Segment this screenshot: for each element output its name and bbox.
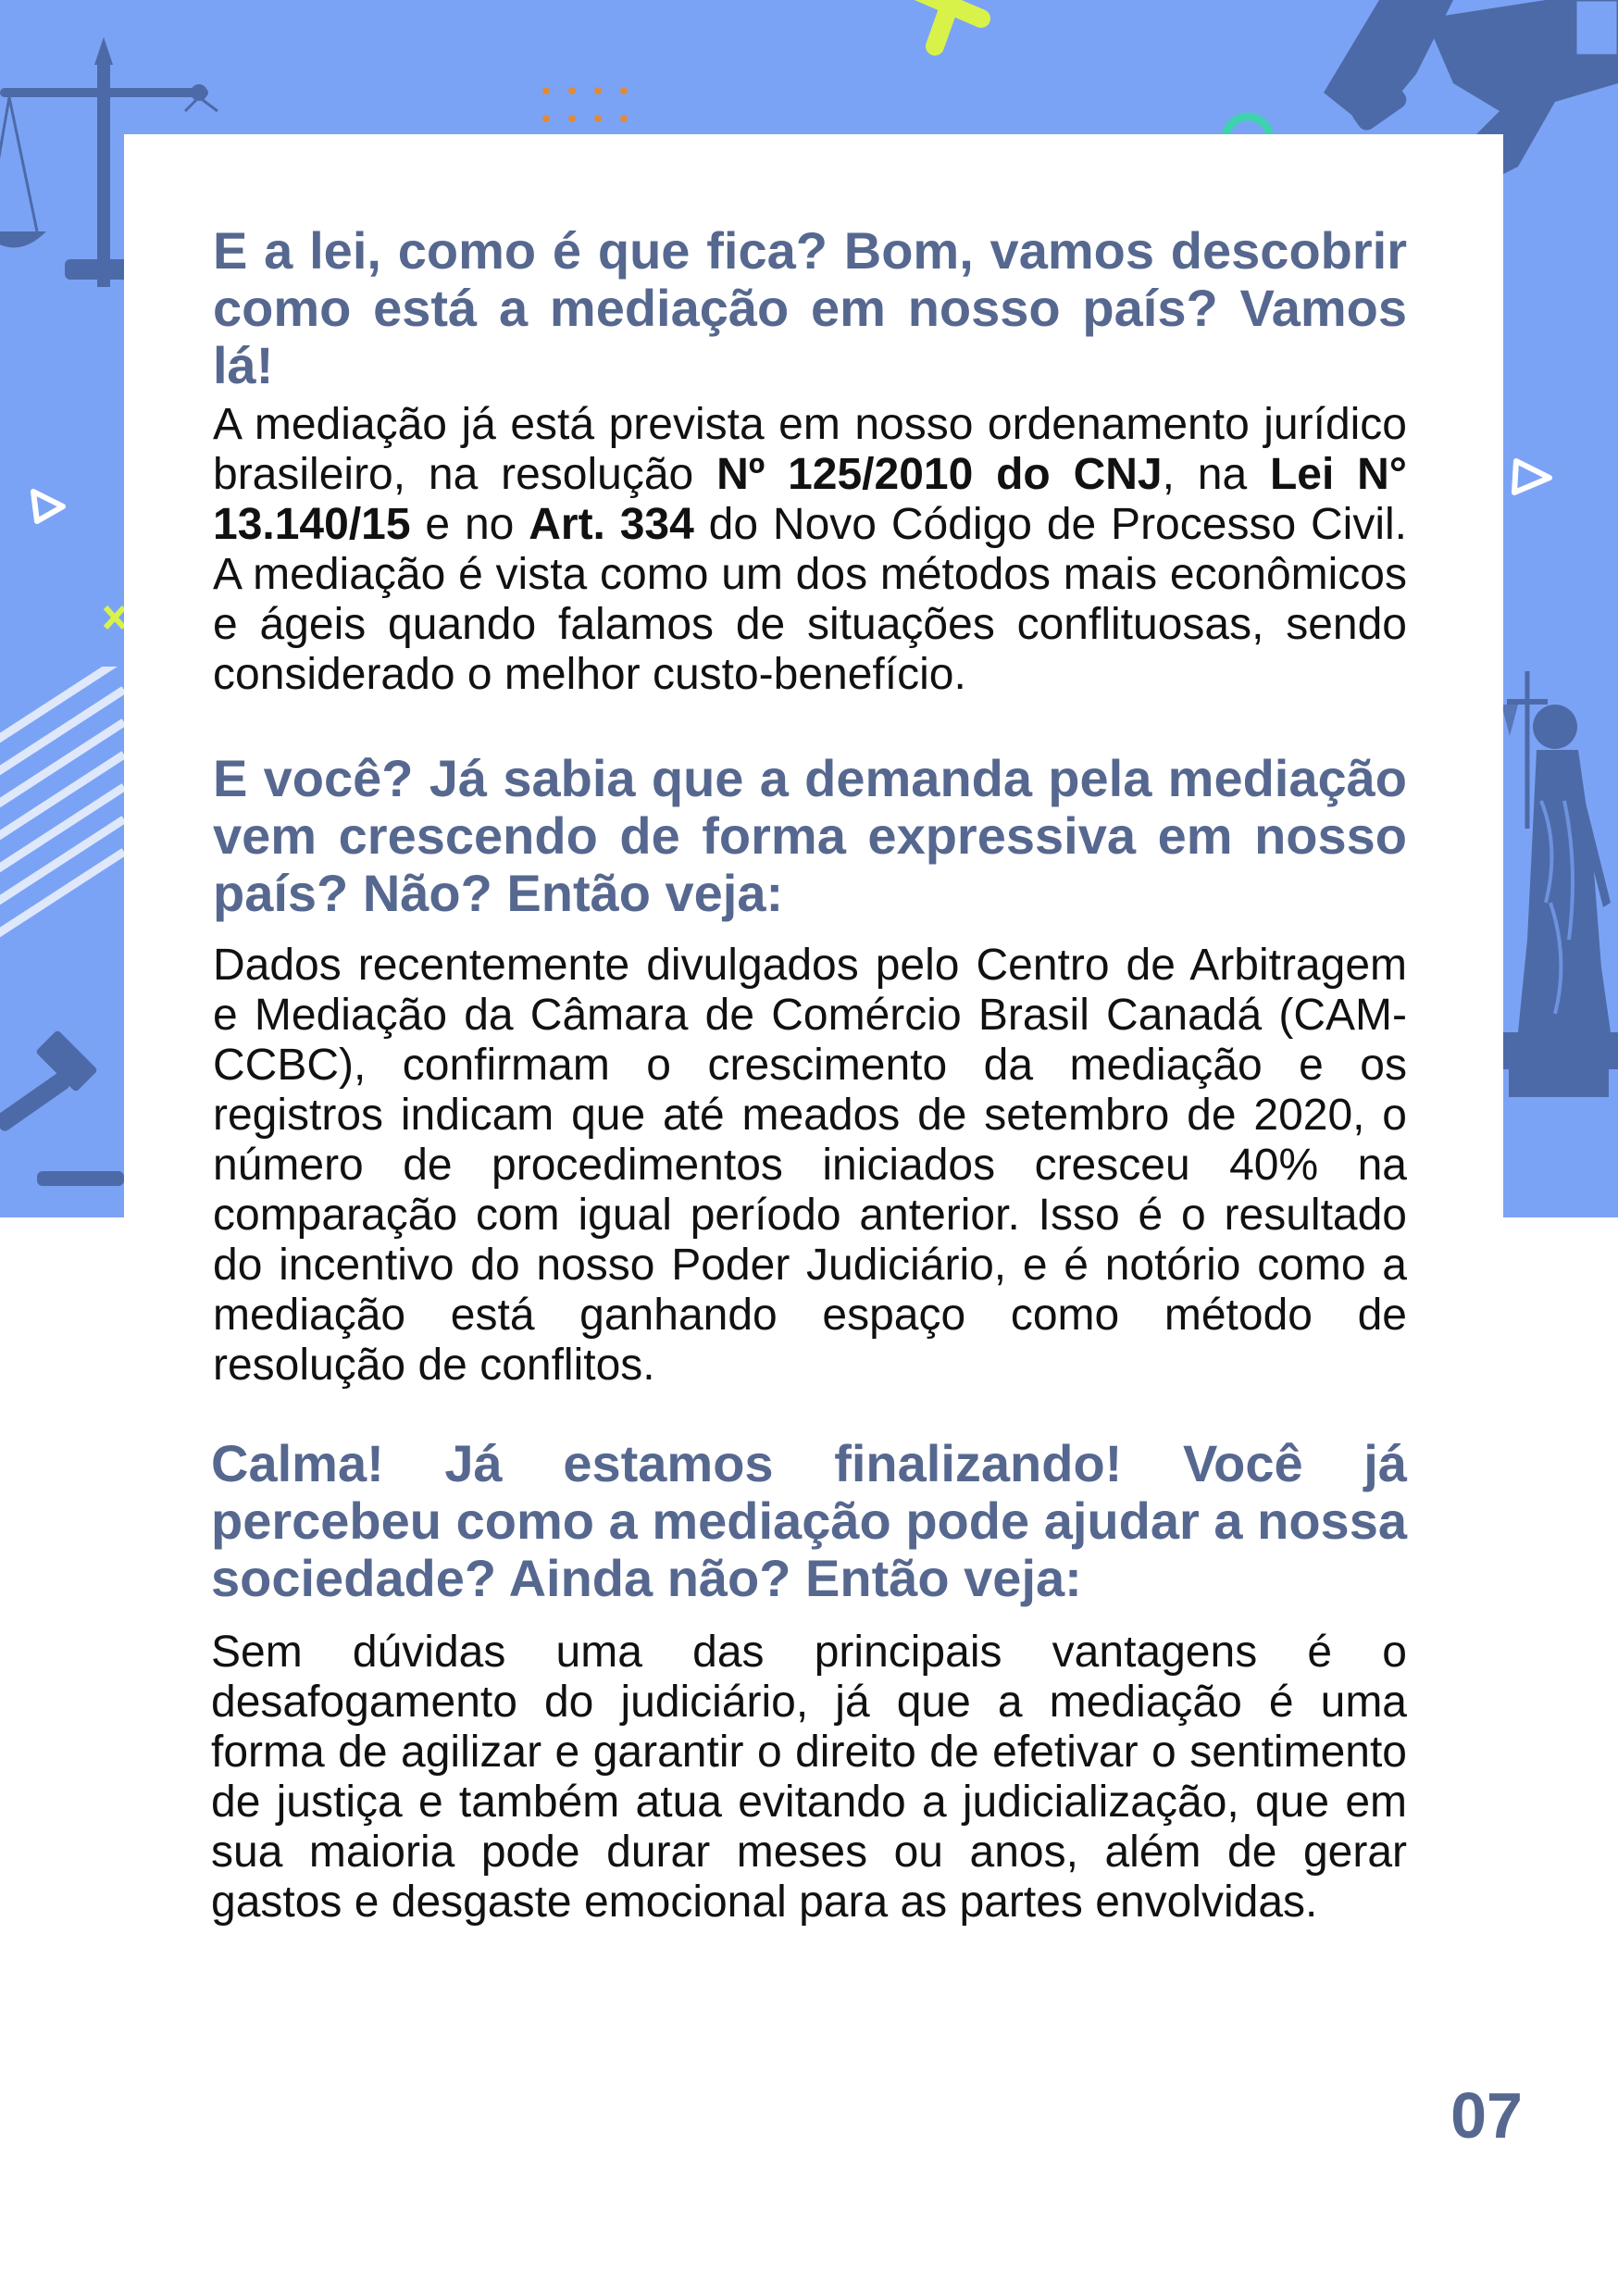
section-demand bbox=[213, 750, 1407, 1391]
cross-icon bbox=[898, 0, 1000, 65]
triangle-icon bbox=[1509, 454, 1555, 500]
resolution-reference: Nº 125/2010 do CNJ bbox=[716, 450, 1163, 499]
gavel-icon bbox=[0, 1028, 124, 1194]
section-paragraph: Dados recentemente divulgados pelo Centro de Arbitragem e Mediação da Câmara de Comércio Brasil Canadá (CAM-CCBC), confirmam o crescimento da mediação e os registros indicam que até meados de setembro de 2020, o número de procedimentos iniciados cresceu 40% na comparação com igual período anterior. Isso é o resultado do incentivo do nosso Poder Judiciário, e é notório como a mediação está ganhando espaço como método de resolução de conflitos. bbox=[213, 941, 1407, 1390]
section-law bbox=[213, 222, 1407, 700]
justice-statue-icon bbox=[1500, 662, 1618, 1134]
stripes-icon bbox=[0, 667, 124, 944]
page-number: 07 bbox=[1450, 2079, 1523, 2152]
dots-icon bbox=[539, 83, 641, 130]
section-heading: E a lei, como é que fica? Bom, vamos descobrir como está a mediação em nosso país? Vamos lá! bbox=[213, 221, 1407, 394]
section-heading: E você? Já sabia que a demanda pela mediação vem crescendo de forma expressiva em nosso país? Não? Então veja: bbox=[213, 749, 1407, 922]
section-heading: Calma! Já estamos finalizando! Você já percebeu como a mediação pode ajudar a nossa sociedade? Ainda não? Então veja: bbox=[211, 1434, 1407, 1607]
triangle-icon bbox=[28, 486, 68, 527]
article-reference: Art. 334 bbox=[529, 500, 694, 549]
section-paragraph: Sem dúvidas uma das principais vantagens é o desafogamento do judiciário, já que a mediação é uma forma de agilizar e garantir o direito de efetivar o sentimento de justiça e também atua evitando a judicialização, que em sua maioria pode durar meses ou anos, além de gerar gastos e desgaste emocional para as partes envolvidas. bbox=[211, 1628, 1407, 1927]
section-paragraph: A mediação já está prevista em nosso ordenamento jurídico brasileiro, na resolução Nº 125/2010 do CNJ, na Lei N° 13.140/15 e no Art. 334 do Novo Código de Processo Civil. A mediação é vista como um dos métodos mais econômicos e ágeis quando falamos de situações conflituosas, sendo considerado o melhor custo-benefício. bbox=[213, 400, 1407, 699]
section-benefits bbox=[211, 1435, 1407, 1928]
law-reference: Lei N° 13.140/15 bbox=[213, 450, 1407, 549]
